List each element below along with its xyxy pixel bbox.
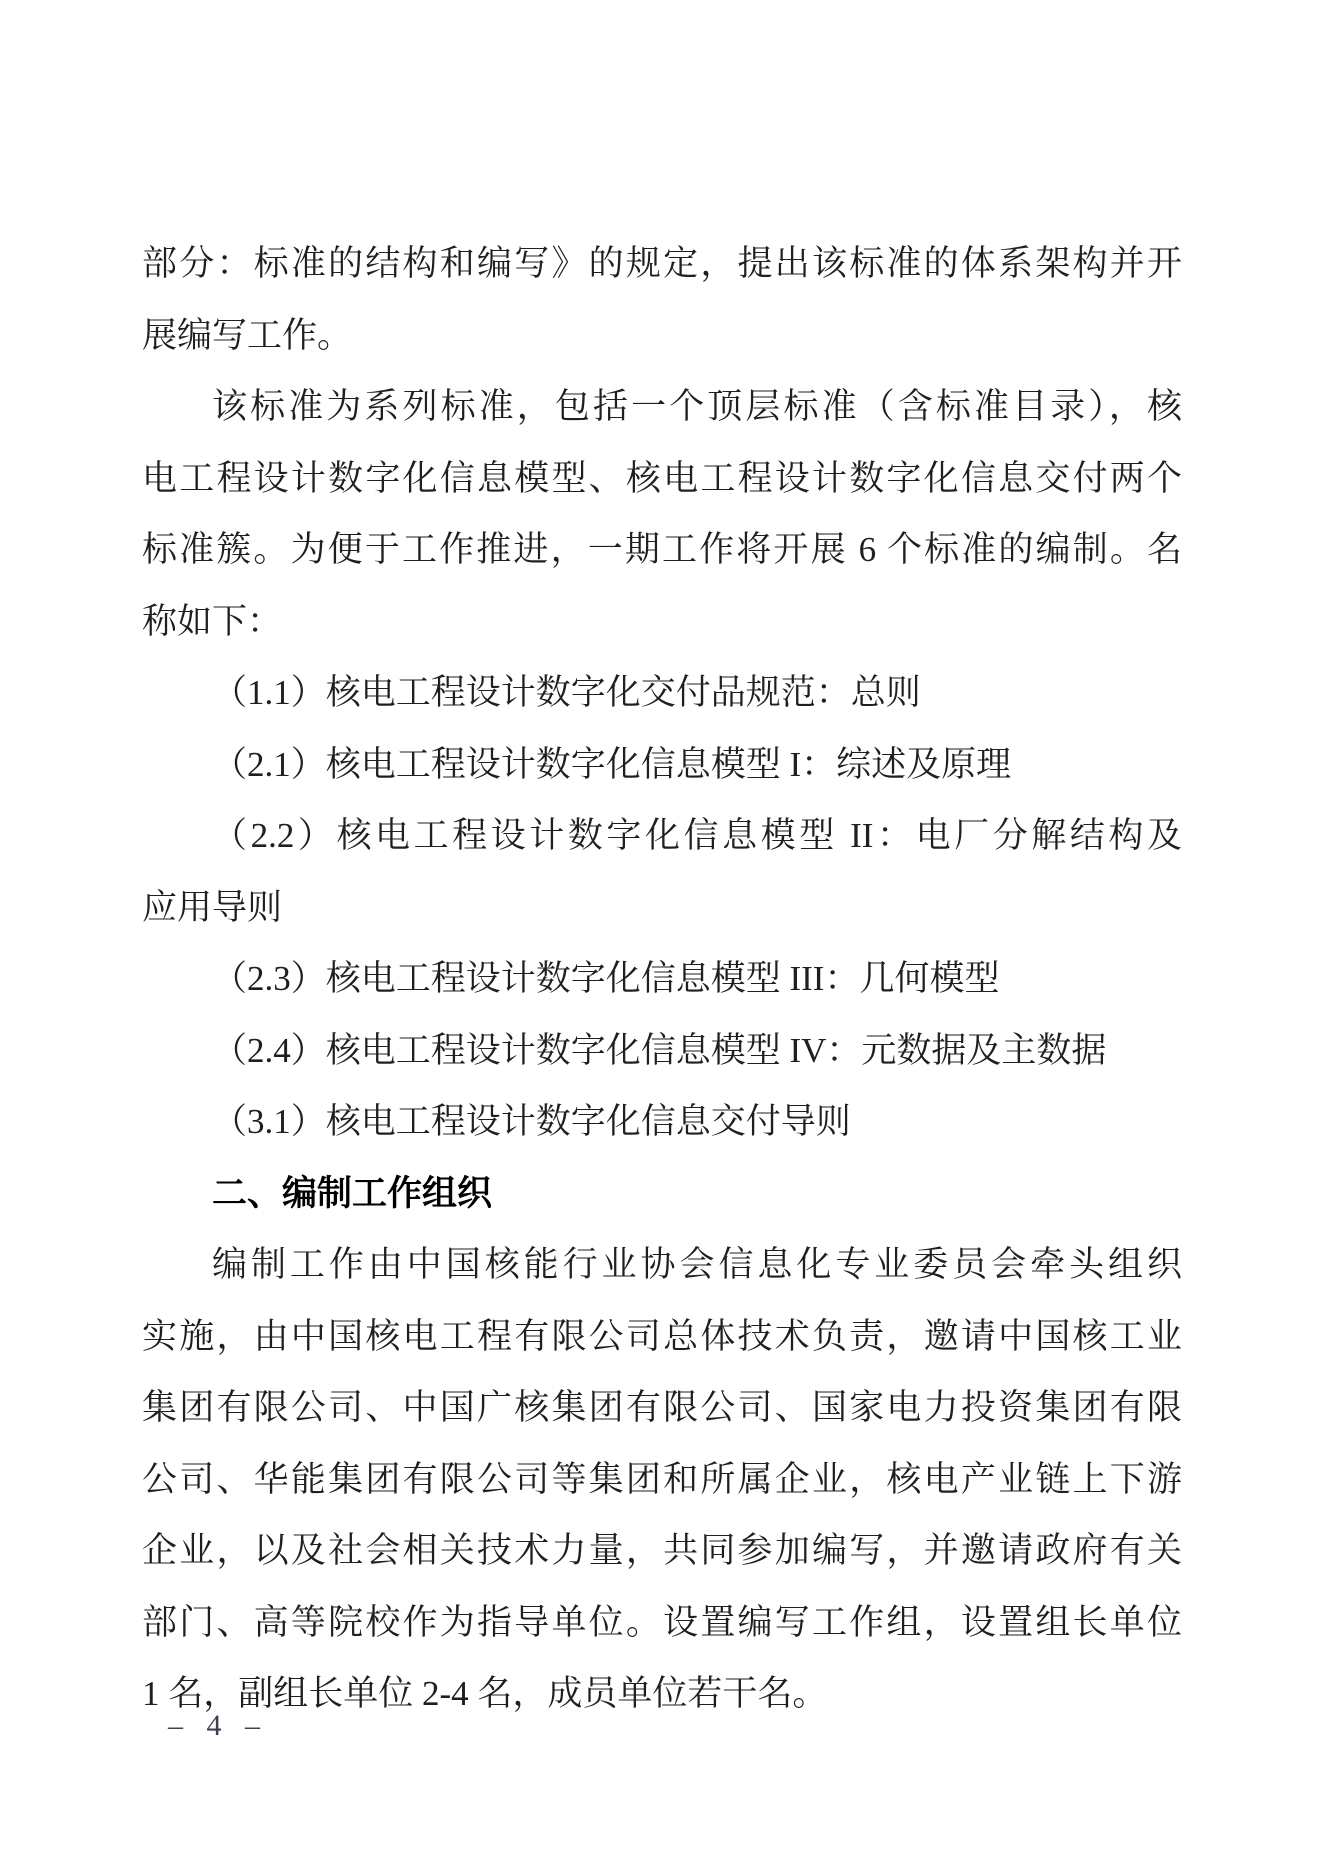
text-line: 实施，由中国核电工程有限公司总体技术负责，邀请中国核工业 bbox=[142, 1316, 1182, 1356]
page-number: – 4 – bbox=[168, 1709, 262, 1742]
text-line: 1 名，副组长单位 2-4 名，成员单位若干名。 bbox=[142, 1674, 828, 1713]
text-line: 该标准为系列标准，包括一个顶层标准（含标准目录），核 bbox=[212, 387, 1182, 426]
text-line: 展编写工作。 bbox=[142, 315, 353, 355]
text-line: （1.1）核电工程设计数字化交付品规范：总则 bbox=[212, 673, 921, 712]
text-line: （3.1）核电工程设计数字化信息交付导则 bbox=[212, 1102, 851, 1141]
text-line: （2.4）核电工程设计数字化信息模型 IV：元数据及主数据 bbox=[212, 1030, 1107, 1070]
text-line: （2.1）核电工程设计数字化信息模型 I：综述及原理 bbox=[212, 744, 1012, 784]
text-line: （2.3）核电工程设计数字化信息模型 III：几何模型 bbox=[212, 959, 1000, 998]
text-line: 集团有限公司、中国广核集团有限公司、国家电力投资集团有限 bbox=[142, 1388, 1182, 1427]
text-line: 称如下： bbox=[142, 601, 283, 641]
text-line: （2.2）核电工程设计数字化信息模型 II：电厂分解结构及 bbox=[212, 816, 1182, 855]
text-line: 标准簇。为便于工作推进，一期工作将开展 6 个标准的编制。名 bbox=[142, 530, 1182, 569]
section-heading: 二、编制工作组织 bbox=[212, 1173, 493, 1213]
text-line: 企业，以及社会相关技术力量，共同参加编写，并邀请政府有关 bbox=[142, 1531, 1182, 1570]
text-line: 电工程设计数字化信息模型、核电工程设计数字化信息交付两个 bbox=[142, 458, 1182, 498]
document-body bbox=[142, 228, 1182, 1730]
text-line: 应用导则 bbox=[142, 887, 283, 927]
text-line: 公司、华能集团有限公司等集团和所属企业，核电产业链上下游 bbox=[142, 1459, 1182, 1499]
text-line: 编制工作由中国核能行业协会信息化专业委员会牵头组织 bbox=[212, 1245, 1182, 1284]
text-line: 部门、高等院校作为指导单位。设置编写工作组，设置组长单位 bbox=[142, 1602, 1182, 1642]
text-line: 部分：标准的结构和编写》的规定，提出该标准的体系架构并开 bbox=[142, 244, 1182, 283]
